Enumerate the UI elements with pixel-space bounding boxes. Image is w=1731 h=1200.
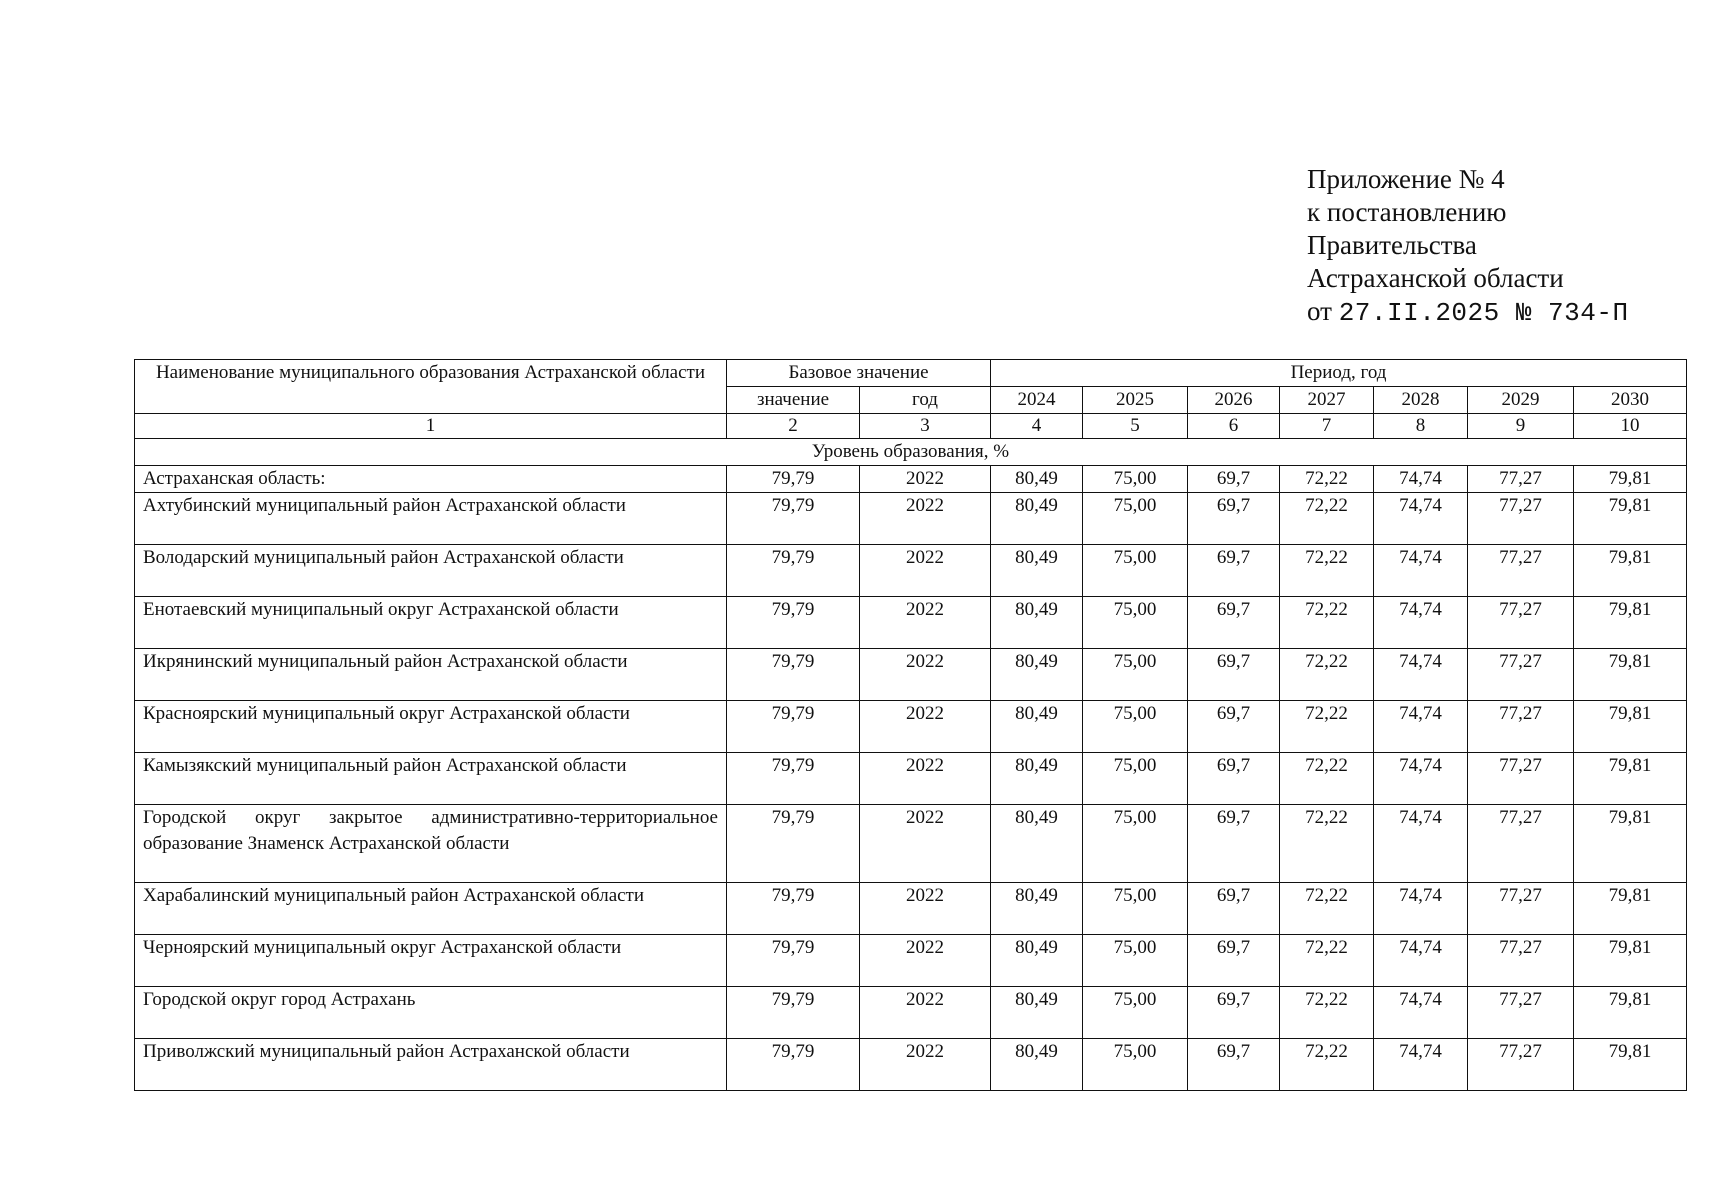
year-value-cell: 74,74: [1374, 1039, 1468, 1091]
education-level-table: [134, 359, 1687, 1091]
base-year-cell: 2022: [860, 597, 991, 649]
base-year-cell: 2022: [860, 466, 991, 493]
base-value-cell: 79,79: [727, 545, 860, 597]
header-base-value-year: год: [860, 387, 991, 414]
base-year-cell: 2022: [860, 805, 991, 883]
municipality-name: Красноярский муниципальный округ Астраханской области: [135, 701, 727, 753]
year-value-cell: 72,22: [1280, 987, 1374, 1039]
year-value-cell: 74,74: [1374, 545, 1468, 597]
year-value-cell: 77,27: [1468, 466, 1574, 493]
year-value-cell: 72,22: [1280, 493, 1374, 545]
year-value-cell: 75,00: [1083, 805, 1188, 883]
header-year-2030: 2030: [1574, 387, 1687, 414]
year-value-cell: 80,49: [991, 987, 1083, 1039]
year-value-cell: 69,7: [1188, 545, 1280, 597]
column-number: 1: [135, 414, 727, 439]
municipality-name: Астраханская область:: [135, 466, 727, 493]
data-rows: [135, 466, 1687, 1091]
year-value-cell: 74,74: [1374, 753, 1468, 805]
year-value-cell: 80,49: [991, 466, 1083, 493]
year-value-cell: 74,74: [1374, 649, 1468, 701]
year-value-cell: 69,7: [1188, 597, 1280, 649]
year-value-cell: 80,49: [991, 649, 1083, 701]
appendix-date-prefix: от: [1307, 296, 1332, 326]
year-value-cell: 74,74: [1374, 701, 1468, 753]
year-value-cell: 69,7: [1188, 883, 1280, 935]
year-value-cell: 72,22: [1280, 805, 1374, 883]
header-year-2026: 2026: [1188, 387, 1280, 414]
header-year-2027: 2027: [1280, 387, 1374, 414]
year-value-cell: 77,27: [1468, 987, 1574, 1039]
year-value-cell: 74,74: [1374, 466, 1468, 493]
base-year-cell: 2022: [860, 493, 991, 545]
year-value-cell: 75,00: [1083, 701, 1188, 753]
year-value-cell: 79,81: [1574, 493, 1687, 545]
year-value-cell: 75,00: [1083, 466, 1188, 493]
year-value-cell: 79,81: [1574, 466, 1687, 493]
base-value-cell: 79,79: [727, 883, 860, 935]
municipality-name: Городской округ закрытое административно-территориальное образование Знаменск Астраханской области: [135, 805, 727, 883]
year-value-cell: 75,00: [1083, 545, 1188, 597]
base-value-cell: 79,79: [727, 935, 860, 987]
header-year-2024: 2024: [991, 387, 1083, 414]
year-value-cell: 77,27: [1468, 805, 1574, 883]
year-value-cell: 69,7: [1188, 466, 1280, 493]
section-title: Уровень образования, %: [135, 439, 1687, 466]
year-value-cell: 77,27: [1468, 597, 1574, 649]
header-year-2028: 2028: [1374, 387, 1468, 414]
table-row: [135, 545, 1687, 597]
table-row: [135, 701, 1687, 753]
year-value-cell: 77,27: [1468, 935, 1574, 987]
year-value-cell: 69,7: [1188, 1039, 1280, 1091]
column-number: 4: [991, 414, 1083, 439]
year-value-cell: 72,22: [1280, 649, 1374, 701]
year-value-cell: 79,81: [1574, 935, 1687, 987]
table-row: [135, 1039, 1687, 1091]
year-value-cell: 74,74: [1374, 493, 1468, 545]
year-value-cell: 77,27: [1468, 753, 1574, 805]
column-number: 9: [1468, 414, 1574, 439]
table-row: [135, 466, 1687, 493]
year-value-cell: 79,81: [1574, 701, 1687, 753]
year-value-cell: 80,49: [991, 597, 1083, 649]
header-year-2029: 2029: [1468, 387, 1574, 414]
column-number-row: [135, 414, 1687, 439]
year-value-cell: 79,81: [1574, 1039, 1687, 1091]
header-base-value-value: значение: [727, 387, 860, 414]
year-value-cell: 72,22: [1280, 753, 1374, 805]
year-value-cell: 74,74: [1374, 805, 1468, 883]
year-value-cell: 77,27: [1468, 545, 1574, 597]
table-row: [135, 805, 1687, 883]
year-value-cell: 69,7: [1188, 987, 1280, 1039]
table-body: [135, 360, 1687, 466]
base-year-cell: 2022: [860, 545, 991, 597]
base-value-cell: 79,79: [727, 987, 860, 1039]
table-row: [135, 935, 1687, 987]
municipality-name: Городской округ город Астрахань: [135, 987, 727, 1039]
year-value-cell: 79,81: [1574, 883, 1687, 935]
year-value-cell: 69,7: [1188, 649, 1280, 701]
column-number: 6: [1188, 414, 1280, 439]
base-year-cell: 2022: [860, 987, 991, 1039]
base-value-cell: 79,79: [727, 805, 860, 883]
year-value-cell: 75,00: [1083, 753, 1188, 805]
base-value-cell: 79,79: [727, 493, 860, 545]
table-row: [135, 753, 1687, 805]
base-year-cell: 2022: [860, 649, 991, 701]
year-value-cell: 75,00: [1083, 597, 1188, 649]
base-value-cell: 79,79: [727, 753, 860, 805]
year-value-cell: 77,27: [1468, 883, 1574, 935]
year-value-cell: 72,22: [1280, 883, 1374, 935]
header-year-2025: 2025: [1083, 387, 1188, 414]
year-value-cell: 79,81: [1574, 545, 1687, 597]
municipality-name: Икрянинский муниципальный район Астраханской области: [135, 649, 727, 701]
year-value-cell: 72,22: [1280, 597, 1374, 649]
municipality-name: Володарский муниципальный район Астраханской области: [135, 545, 727, 597]
header-period: Период, год: [991, 360, 1687, 387]
year-value-cell: 79,81: [1574, 753, 1687, 805]
base-value-cell: 79,79: [727, 649, 860, 701]
year-value-cell: 80,49: [991, 493, 1083, 545]
year-value-cell: 79,81: [1574, 649, 1687, 701]
column-number: 10: [1574, 414, 1687, 439]
municipality-name: Ахтубинский муниципальный район Астраханской области: [135, 493, 727, 545]
municipality-name: Харабалинский муниципальный район Астраханской области: [135, 883, 727, 935]
appendix-date-line: [1307, 295, 1629, 330]
table-row: [135, 883, 1687, 935]
year-value-cell: 69,7: [1188, 493, 1280, 545]
column-number: 2: [727, 414, 860, 439]
column-number: 5: [1083, 414, 1188, 439]
appendix-line-4: Астраханской области: [1307, 263, 1564, 293]
year-value-cell: 74,74: [1374, 987, 1468, 1039]
base-value-cell: 79,79: [727, 1039, 860, 1091]
municipality-name: Енотаевский муниципальный округ Астраханской области: [135, 597, 727, 649]
year-value-cell: 77,27: [1468, 701, 1574, 753]
header-name-cell: Наименование муниципального образования Астраханской области: [135, 360, 727, 414]
column-number: 8: [1374, 414, 1468, 439]
year-value-cell: 80,49: [991, 545, 1083, 597]
base-year-cell: 2022: [860, 701, 991, 753]
year-value-cell: 72,22: [1280, 701, 1374, 753]
year-value-cell: 69,7: [1188, 753, 1280, 805]
year-value-cell: 72,22: [1280, 935, 1374, 987]
year-value-cell: 72,22: [1280, 1039, 1374, 1091]
year-value-cell: 75,00: [1083, 935, 1188, 987]
base-value-cell: 79,79: [727, 597, 860, 649]
year-value-cell: 72,22: [1280, 466, 1374, 493]
year-value-cell: 74,74: [1374, 883, 1468, 935]
year-value-cell: 69,7: [1188, 701, 1280, 753]
appendix-line-2: к постановлению: [1307, 197, 1507, 227]
table-row: [135, 987, 1687, 1039]
year-value-cell: 75,00: [1083, 493, 1188, 545]
municipality-name: Камызякский муниципальный район Астраханской области: [135, 753, 727, 805]
table-row: [135, 493, 1687, 545]
year-value-cell: 69,7: [1188, 935, 1280, 987]
municipality-name: Черноярский муниципальный округ Астраханской области: [135, 935, 727, 987]
section-title-row: [135, 439, 1687, 466]
year-value-cell: 75,00: [1083, 649, 1188, 701]
year-value-cell: 75,00: [1083, 1039, 1188, 1091]
year-value-cell: 74,74: [1374, 935, 1468, 987]
year-value-cell: 79,81: [1574, 987, 1687, 1039]
year-value-cell: 77,27: [1468, 649, 1574, 701]
year-value-cell: 80,49: [991, 805, 1083, 883]
year-value-cell: 80,49: [991, 701, 1083, 753]
year-value-cell: 69,7: [1188, 805, 1280, 883]
column-number: 3: [860, 414, 991, 439]
year-value-cell: 72,22: [1280, 545, 1374, 597]
base-year-cell: 2022: [860, 753, 991, 805]
appendix-header: [1307, 163, 1629, 330]
year-value-cell: 75,00: [1083, 883, 1188, 935]
year-value-cell: 79,81: [1574, 805, 1687, 883]
base-year-cell: 2022: [860, 935, 991, 987]
year-value-cell: 80,49: [991, 935, 1083, 987]
appendix-line-3: Правительства: [1307, 230, 1477, 260]
year-value-cell: 79,81: [1574, 597, 1687, 649]
base-value-cell: 79,79: [727, 466, 860, 493]
base-value-cell: 79,79: [727, 701, 860, 753]
header-base-value: Базовое значение: [727, 360, 991, 387]
year-value-cell: 74,74: [1374, 597, 1468, 649]
base-year-cell: 2022: [860, 883, 991, 935]
municipality-name: Приволжский муниципальный район Астраханской области: [135, 1039, 727, 1091]
header-row-1: [135, 360, 1687, 387]
base-year-cell: 2022: [860, 1039, 991, 1091]
year-value-cell: 80,49: [991, 753, 1083, 805]
appendix-date-number: 27.II.2025 № 734-П: [1338, 298, 1629, 328]
year-value-cell: 77,27: [1468, 493, 1574, 545]
table-row: [135, 649, 1687, 701]
table-row: [135, 597, 1687, 649]
year-value-cell: 75,00: [1083, 987, 1188, 1039]
year-value-cell: 77,27: [1468, 1039, 1574, 1091]
column-number: 7: [1280, 414, 1374, 439]
year-value-cell: 80,49: [991, 883, 1083, 935]
appendix-line-1: Приложение № 4: [1307, 164, 1505, 194]
year-value-cell: 80,49: [991, 1039, 1083, 1091]
